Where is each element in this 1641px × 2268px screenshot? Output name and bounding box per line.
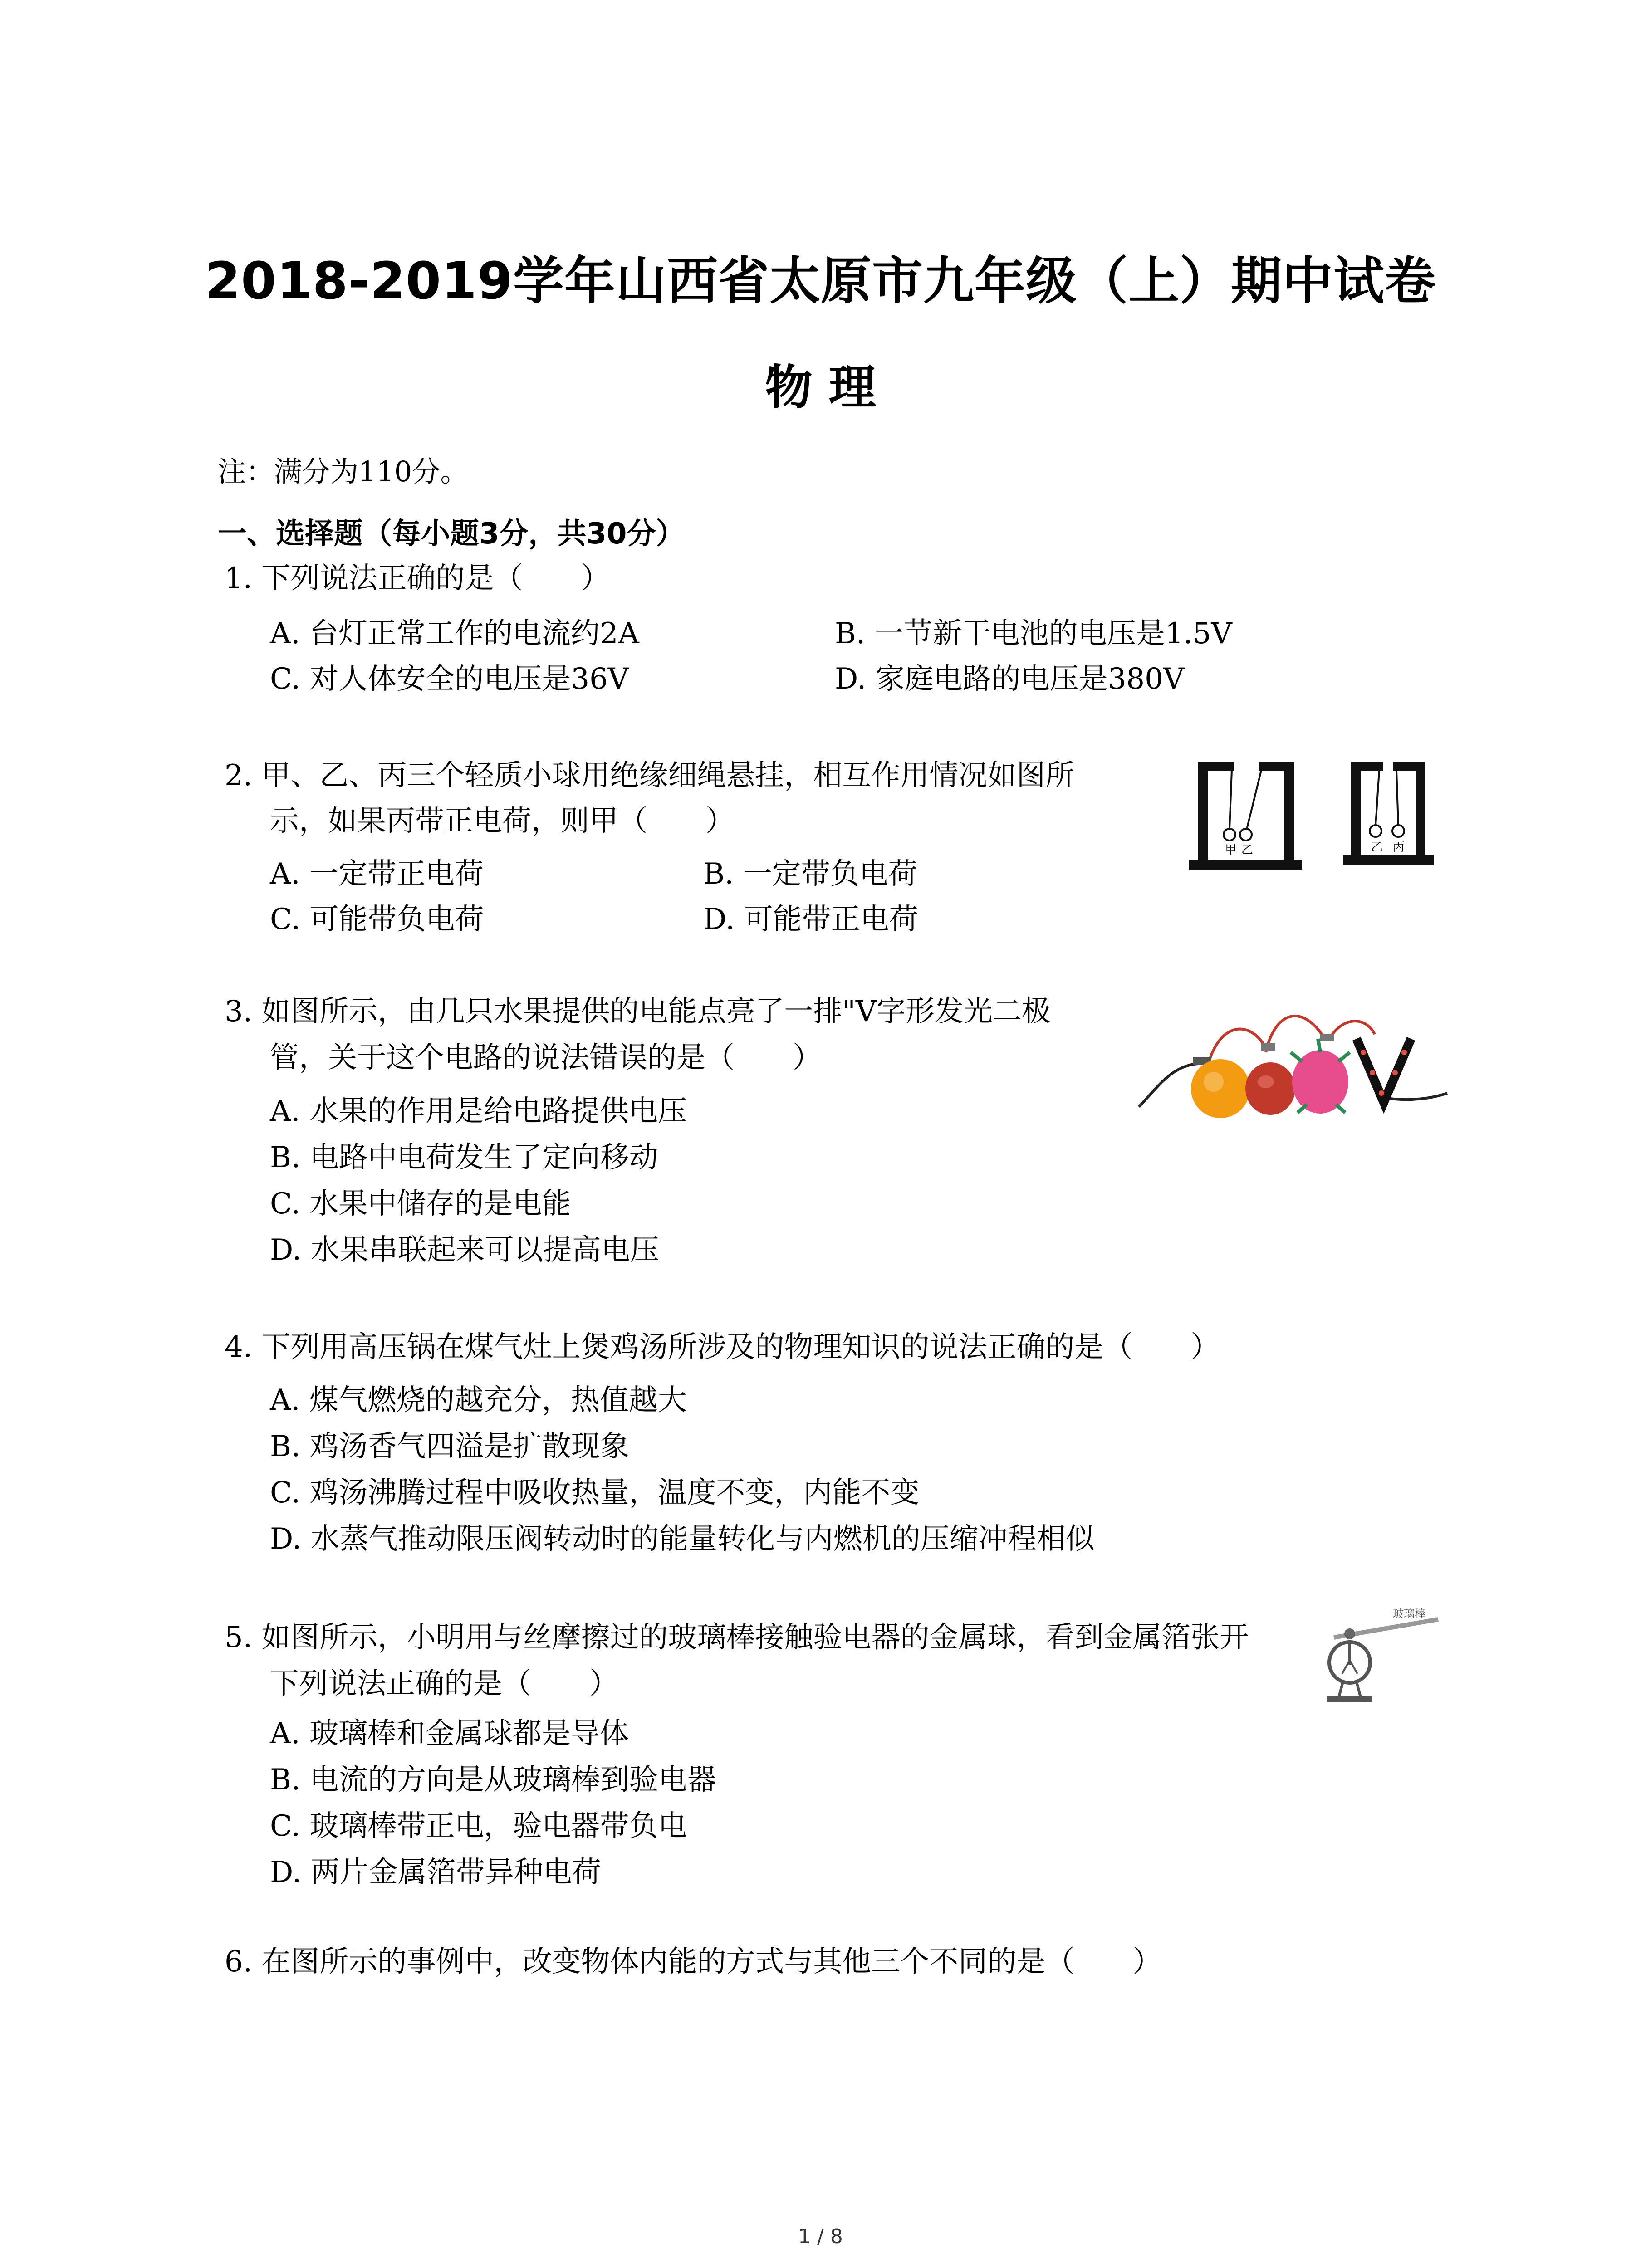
ball-label-bing: 丙 <box>1393 841 1405 854</box>
question-5-option-c: C. 玻璃棒带正电，验电器带负电 <box>270 1809 687 1843</box>
question-3-stem-line2: 管，关于这个电路的说法错误的是（ ） <box>270 1041 822 1075</box>
question-4-stem: 4. 下列用高压锅在煤气灶上煲鸡汤所涉及的物理知识的说法正确的是（ ） <box>225 1330 1220 1364</box>
question-3-stem-line1: 3. 如图所示，由几只水果提供的电能点亮了一排"V字形发光二极 <box>225 995 1051 1028</box>
question-3-option-d: D. 水果串联起来可以提高电压 <box>270 1233 659 1267</box>
question-4-option-b: B. 鸡汤香气四溢是扩散现象 <box>270 1430 629 1463</box>
ball-label-jia: 甲 <box>1225 843 1237 857</box>
question-5-stem-line2: 下列说法正确的是（ ） <box>270 1667 618 1701</box>
question-4-option-d: D. 水蒸气推动限压阀转动时的能量转化与内燃机的压缩冲程相似 <box>270 1522 1095 1556</box>
question-2-option-c: C. 可能带负电荷 <box>270 903 484 936</box>
question-3-option-c: C. 水果中储存的是电能 <box>270 1187 571 1221</box>
question-1-option-b: B. 一节新干电池的电压是1.5V <box>835 617 1232 650</box>
question-5-option-b: B. 电流的方向是从玻璃棒到验电器 <box>270 1763 716 1797</box>
question-2-option-a: A. 一定带正电荷 <box>270 857 484 891</box>
question-3-option-a: A. 水果的作用是给电路提供电压 <box>270 1095 687 1128</box>
question-1-option-d: D. 家庭电路的电压是380V <box>835 662 1185 696</box>
question-5-option-a: A. 玻璃棒和金属球都是导体 <box>270 1717 629 1750</box>
question-2-stem-line1: 2. 甲、乙、丙三个轻质小球用绝缘细绳悬挂，相互作用情况如图所 <box>225 759 1075 792</box>
question-1-stem: 1. 下列说法正确的是（ ） <box>225 562 610 595</box>
question-3-option-b: B. 电路中电荷发生了定向移动 <box>270 1141 658 1174</box>
question-5-stem-line1: 5. 如图所示，小明用与丝摩擦过的玻璃棒接触验电器的金属球，看到金属箔张开 <box>225 1621 1249 1654</box>
glass-rod-label: 玻璃棒 <box>1393 1608 1425 1620</box>
electroscope-figure <box>1316 1606 1452 1710</box>
question-2-stem-line2: 示，如果丙带正电荷，则甲（ ） <box>270 804 735 838</box>
question-2-option-b: B. 一定带负电荷 <box>703 857 917 891</box>
ball-label-yi: 乙 <box>1241 843 1254 857</box>
page-number: 1 / 8 <box>798 2225 843 2248</box>
page-title: 2018-2019学年山西省太原市九年级（上）期中试卷 <box>205 252 1436 311</box>
question-1-option-a: A. 台灯正常工作的电流约2A <box>270 617 639 650</box>
question-1-option-c: C. 对人体安全的电压是36V <box>270 662 629 696</box>
question-6-stem: 6. 在图所示的事例中，改变物体内能的方式与其他三个不同的是（ ） <box>225 1945 1162 1979</box>
ball-label-yi-2: 乙 <box>1371 841 1383 854</box>
question-5-option-d: D. 两片金属箔带异种电荷 <box>270 1856 601 1889</box>
section-heading: 一、选择题（每小题3分，共30分） <box>218 517 685 551</box>
hanging-balls-figure <box>1180 748 1470 880</box>
fruit-battery-figure <box>1130 984 1456 1129</box>
question-2-option-d: D. 可能带正电荷 <box>703 903 918 936</box>
question-4-option-a: A. 煤气燃烧的越充分，热值越大 <box>270 1383 687 1417</box>
page-subtitle: 物 理 <box>765 360 876 415</box>
question-4-option-c: C. 鸡汤沸腾过程中吸收热量，温度不变，内能不变 <box>270 1476 920 1510</box>
score-note: 注：满分为110分。 <box>218 455 469 488</box>
